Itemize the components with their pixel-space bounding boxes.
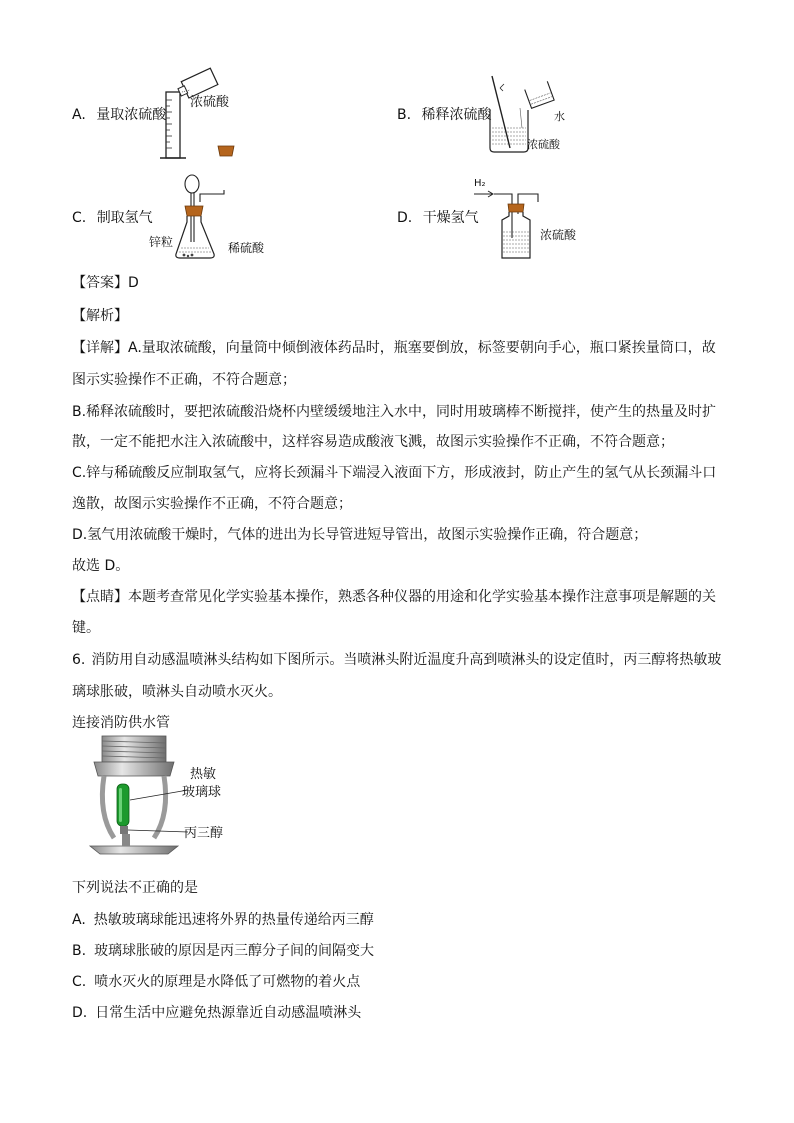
choice-letter: C.: [72, 974, 87, 990]
diagram-label: 浓硫酸: [540, 228, 577, 242]
figure-label: 热敏: [190, 767, 217, 782]
option-letter: B.: [397, 107, 412, 123]
diagram-label: 稀硫酸: [228, 241, 265, 255]
analysis-label: 【解析】: [72, 308, 128, 324]
graduated-cylinder-diagram: [160, 70, 250, 162]
option-text: 制取氢气: [96, 210, 153, 226]
option-text: 干燥氢气: [422, 210, 479, 226]
answer-line: [72, 273, 139, 293]
detail-c-line-1: C.锌与稀硫酸反应制取氢气，应将长颈漏斗下端浸入液面下方，形成液封，防止产生的氢气从长颈漏斗口: [72, 465, 717, 481]
question-6-stem-line-1: 6. 消防用自动感温喷淋头结构如下图所示。当喷淋头附近温度升高到喷淋头的设定值时，丙三醇将热敏玻: [72, 652, 722, 668]
detail-a-line-2: 图示实验操作不正确，不符合题意；: [72, 372, 296, 388]
figure-label: 丙三醇: [184, 826, 224, 841]
figure-caption: 连接消防供水管: [72, 715, 170, 731]
choice-text: 喷水灭火的原理是水降低了可燃物的着火点: [94, 974, 361, 990]
option-c: [72, 208, 153, 228]
choice-letter: B.: [72, 943, 87, 959]
comment-label: 【点睛】: [72, 589, 128, 605]
choice-text: 日常生活中应避免热源靠近自动感温喷淋头: [95, 1005, 362, 1021]
detail-c-line-2: 逸散，故图示实验操作不正确，不符合题意；: [72, 496, 352, 512]
option-text: 量取浓硫酸: [96, 107, 167, 123]
option-letter: D.: [397, 210, 413, 226]
comment-line-2: 键。: [72, 620, 100, 636]
option-letter: A.: [72, 107, 86, 123]
choice-text: 玻璃球胀破的原因是丙三醇分子间的间隔变大: [94, 943, 375, 959]
choice-letter: D.: [72, 1005, 88, 1021]
comment-line-1: 【点睛】本题考查常见化学实验基本操作，熟悉各种仪器的用途和化学实验基本操作注意事项是解题的关: [72, 589, 716, 605]
gas-drying-bottle-diagram: [472, 186, 562, 266]
answer-value: D: [128, 275, 139, 291]
answer-label: 【答案】: [72, 275, 128, 291]
option-d: [397, 208, 479, 228]
detail-conclusion: 故选 D。: [72, 558, 130, 574]
sprinkler-head-illustration: [84, 734, 184, 862]
detail-d-line: D.氢气用浓硫酸干燥时，气体的进出为长导管进短导管出，故图示实验操作正确，符合题意；: [72, 527, 648, 543]
detail-b-line-2: 散，一定不能把水注入浓硫酸中，这样容易造成酸液飞溅，故图示实验操作不正确，不符合题意；: [72, 434, 674, 450]
figure-label: 玻璃球: [182, 785, 222, 800]
choice-c: [72, 972, 360, 992]
option-text: 稀释浓硫酸: [421, 107, 492, 123]
diagram-label: H₂: [474, 178, 486, 189]
choice-text: 热敏玻璃球能迅速将外界的热量传递给丙三醇: [93, 912, 374, 928]
option-letter: C.: [72, 210, 87, 226]
option-a: [72, 105, 166, 125]
diagram-label: 浓硫酸: [527, 138, 560, 151]
option-b: [397, 105, 492, 125]
choice-b: [72, 941, 374, 961]
detail-b-line-1: B.稀释浓硫酸时，要把浓硫酸沿烧杯内壁缓缓地注入水中，同时用玻璃棒不断搅拌，使产生的热量及时扩: [72, 404, 717, 420]
question-prompt: 下列说法不正确的是: [72, 880, 198, 896]
diagram-label: 锌粒: [149, 235, 174, 249]
detail-label: 【详解】: [72, 340, 128, 356]
detail-a-line-1: 【详解】A.量取浓硫酸，向量筒中倾倒液体药品时，瓶塞要倒放，标签要朝向手心，瓶口紧挨量筒口，故: [72, 340, 716, 356]
diagram-label: 浓硫酸: [190, 95, 230, 110]
question-number: 6.: [72, 652, 86, 668]
choice-letter: A.: [72, 912, 86, 928]
choice-d: [72, 1003, 361, 1023]
diagram-label: 水: [554, 110, 565, 123]
choice-a: [72, 910, 374, 930]
question-6-stem-line-2: 璃球胀破，喷淋头自动喷水灭火。: [72, 684, 282, 700]
